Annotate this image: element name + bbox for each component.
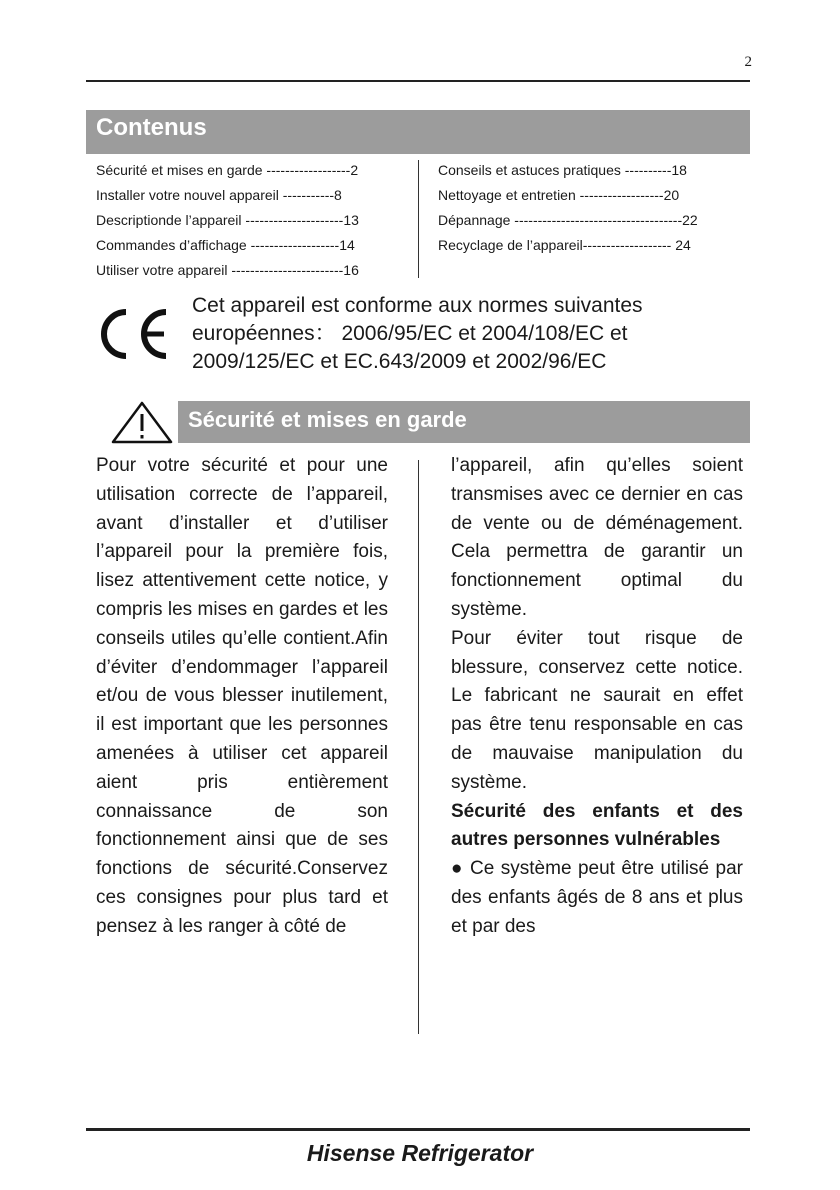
toc-entry: Conseils et astuces pratiques ----------18: [438, 162, 687, 178]
safety-continuation-paragraph: l’appareil, afin qu’elles soient transmises avec ce dernier en cas de vente ou de déménagement. Cela permettra de garantir un fonctionnement optimal du système.: [451, 455, 743, 620]
toc-entry: Nettoyage et entretien ------------------20: [438, 187, 680, 203]
table-of-contents: [86, 160, 750, 278]
safety-intro-paragraph: Pour votre sécurité et pour une utilisation correcte de l’appareil, avant d’installer et d’utiliser l’appareil pour la première fois, lisez attentivement cette notice, y compris les mises en gardes et les conseils utiles qu’elle contient.Afin d’éviter d’endommager l’appareil et/ou de vous blesser inutilement, il est important que les personnes amenées à utiliser cet appareil aient pris entièrement connaissance de son fonctionnement ainsi que de ses fonctions de sécurité.Conservez ces consignes pour plus tard et pensez à les ranger à côté de: [96, 455, 388, 937]
toc-entry: Installer votre nouvel appareil -----------8: [96, 187, 342, 203]
safety-right-column: [451, 452, 743, 942]
toc-entry: Sécurité et mises en garde ------------------2: [96, 162, 359, 178]
toc-entry: Commandes d’affichage -------------------14: [96, 237, 355, 253]
toc-right-column: [438, 160, 738, 260]
safety-liability-paragraph: Pour éviter tout risque de blessure, conservez cette notice. Le fabricant ne saurait en effet pas être tenu responsable en cas de mauvaise manipulation du système.: [451, 627, 743, 793]
top-rule: [86, 80, 750, 82]
toc-entry: Descriptionde l’appareil ---------------------13: [96, 212, 359, 228]
bullet-item: ● Ce système peut être utilisé par des enfants âgés de 8 ans et plus et par des: [451, 858, 743, 937]
column-divider: [418, 460, 419, 1034]
conformity-statement: Cet appareil est conforme aux normes suivantes européennes： 2006/95/EC et 2004/108/EC et 2009/125/EC et EC.643/2009 et 2002/96/EC: [192, 294, 643, 373]
warning-icon: [110, 400, 174, 444]
page-number: 2: [744, 54, 752, 70]
toc-left-column: [96, 160, 406, 285]
toc-entry: Utiliser votre appareil ------------------------16: [96, 262, 359, 278]
safety-heading: Sécurité et mises en garde: [178, 401, 750, 443]
bottom-rule: [86, 1128, 750, 1131]
safety-left-column: [96, 452, 388, 942]
ce-mark-icon: [92, 304, 172, 364]
children-safety-subheading: Sécurité des enfants et des autres personnes vulnérables: [451, 800, 743, 851]
toc-entry: Recyclage de l’appareil------------------- 24: [438, 237, 691, 253]
brand-footer: Hisense Refrigerator: [306, 1140, 534, 1166]
toc-divider: [418, 160, 419, 278]
toc-entry: Dépannage ------------------------------------22: [438, 212, 698, 228]
contents-heading: Contenus: [86, 110, 750, 154]
